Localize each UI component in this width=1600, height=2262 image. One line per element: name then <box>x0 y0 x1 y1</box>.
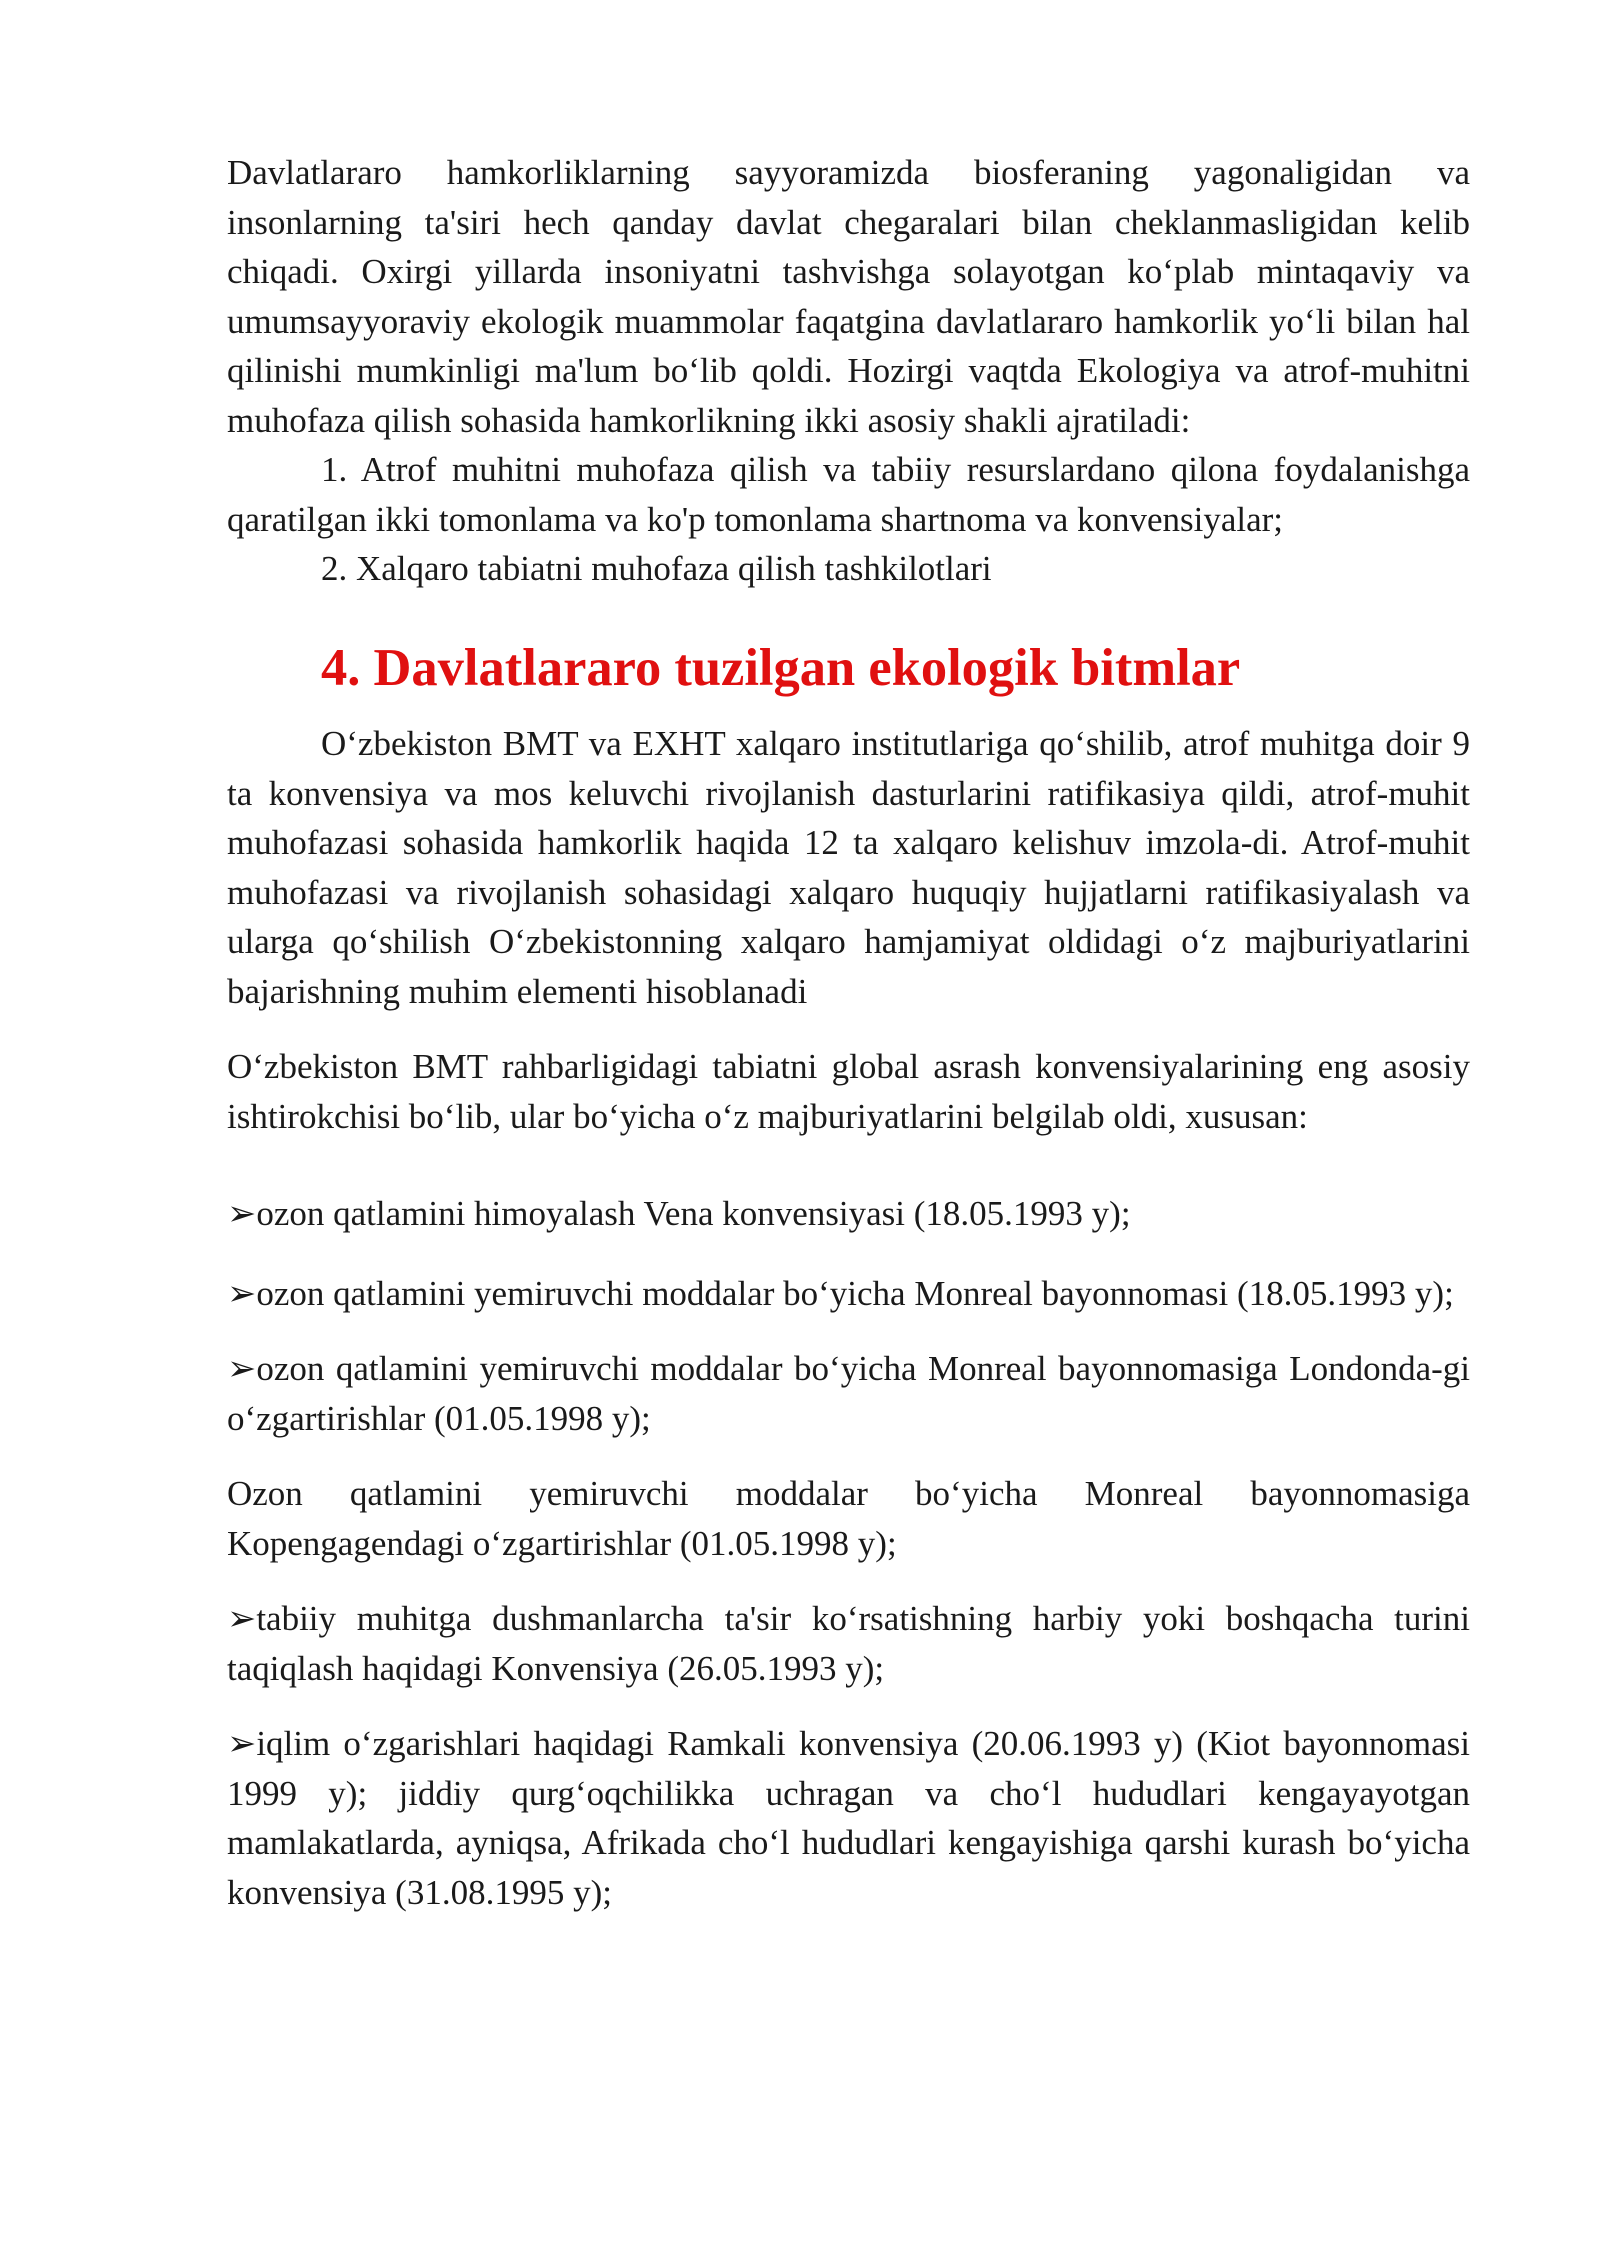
body-paragraph-2: O‘zbekiston BMT rahbarligidagi tabiatni global asrash konvensiyalarining eng asosiy ishtirokchisi bo‘lib, ular bo‘yicha o‘z majburiyatlarini belgilab oldi, xususan: <box>227 1047 1470 1136</box>
convention-item: ➢ozon qatlamini himoyalash Vena konvensiyasi (18.05.1993 y); <box>227 1194 1131 1233</box>
intro-paragraph: Davlatlararo hamkorliklarning sayyoramizda biosferaning yagonaligidan va insonlarning ta'siri hech qanday davlat chegaralari bilan cheklanmasligidan kelib chiqadi. Oxirgi yillarda insoniyatni tashvishga solayotgan ko‘plab mintaqaviy va umumsayyoraviy ekologik muammolar faqatgina davlatlararo hamkorlik yo‘li bilan hal qilinishi mumkinligi ma'lum bo‘lib qoldi. Hozirgi vaqtda Ekologiya va atrof-muhitni muhofaza qilish sohasida hamkorlikning ikki asosiy shakli ajratiladi: <box>227 153 1470 440</box>
document-page <box>227 148 1470 1917</box>
section-heading: 4. Davlatlararo tuzilgan ekologik bitmlar <box>321 638 1241 697</box>
body-paragraph-1: O‘zbekiston BMT va EXHT xalqaro institutlariga qo‘shilib, atrof muhitga doir 9 ta konvensiya va mos keluvchi rivojlanish dasturlarini ratifikasiya qildi, atrof-muhit muhofazasi sohasida hamkorlik haqida 12 ta xalqaro kelishuv imzola-di. Atrof-muhit muhofazasi va rivojlanish sohasidagi xalqaro huquqiy hujjatlarni ratifikasiyalash va ularga qo‘shilish O‘zbekistonning xalqaro hamjamiyat oldidagi o‘z majburiyatlarini bajarishning muhim elementi hisoblanadi <box>227 724 1470 1011</box>
convention-item: ➢iqlim o‘zgarishlari haqidagi Ramkali konvensiya (20.06.1993 y) (Kiot bayonnomasi 1999 y); jiddiy qurg‘oqchilikka uchragan va cho‘l hududlari kengayayotgan mamlakatlarda, ayniqsa, Afrikada cho‘l hududlari kengayishiga qarshi kurash bo‘yicha konvensiya (31.08.1995 y); <box>227 1724 1470 1912</box>
convention-item: ➢ozon qatlamini yemiruvchi moddalar bo‘yicha Monreal bayonnomasiga Londonda-gi o‘zgartirishlar (01.05.1998 y); <box>227 1349 1470 1438</box>
form-item-1: 1. Atrof muhitni muhofaza qilish va tabiiy resurslardano qilona foydalanishga qaratilgan ikki tomonlama va ko'p tomonlama shartnoma va konvensiyalar; <box>227 450 1470 539</box>
form-item-2: 2. Xalqaro tabiatni muhofaza qilish tashkilotlari <box>321 549 992 588</box>
convention-item: Ozon qatlamini yemiruvchi moddalar bo‘yicha Monreal bayonnomasiga Kopengagendagi o‘zgartirishlar (01.05.1998 y); <box>227 1474 1470 1563</box>
convention-item: ➢tabiiy muhitga dushmanlarcha ta'sir ko‘rsatishning harbiy yoki boshqacha turini taqiqlash haqidagi Konvensiya (26.05.1993 y); <box>227 1599 1470 1688</box>
convention-item: ➢ozon qatlamini yemiruvchi moddalar bo‘yicha Monreal bayonnomasi (18.05.1993 y); <box>227 1273 1454 1313</box>
